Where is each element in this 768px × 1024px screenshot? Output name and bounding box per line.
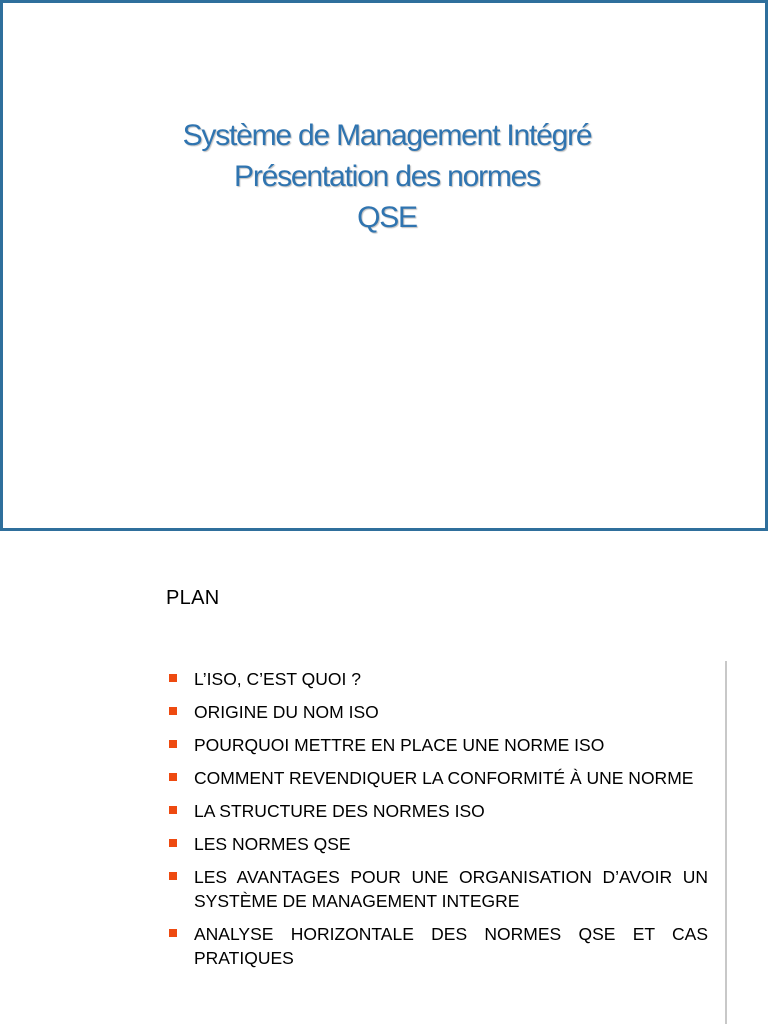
square-bullet-icon xyxy=(169,839,177,847)
title-line-1: Système de Management Intégré xyxy=(182,119,592,152)
square-bullet-icon xyxy=(169,773,177,781)
list-item-text: L’ISO, C’EST QUOI ? xyxy=(194,669,361,689)
title-line-3: QSE xyxy=(357,201,417,234)
square-bullet-icon xyxy=(169,806,177,814)
plan-heading: PLAN xyxy=(166,587,220,609)
list-item-text: ANALYSE HORIZONTALE DES NORMES QSE ET CAS PRATIQUES xyxy=(194,924,708,968)
list-item-text: POURQUOI METTRE EN PLACE UNE NORME ISO xyxy=(194,735,605,755)
list-item xyxy=(166,922,708,970)
square-bullet-icon xyxy=(169,872,177,880)
slide-title xyxy=(3,115,768,238)
list-item xyxy=(166,667,708,691)
list-item-text: LES AVANTAGES POUR UNE ORGANISATION D’AVOIR UN SYSTÈME DE MANAGEMENT INTEGRE xyxy=(194,867,708,911)
list-item-text: LA STRUCTURE DES NORMES ISO xyxy=(194,801,485,821)
vertical-divider xyxy=(725,661,727,1024)
list-item xyxy=(166,700,708,724)
plan-slide xyxy=(0,543,768,1024)
list-item-text: COMMENT REVENDIQUER LA CONFORMITÉ À UNE NORME xyxy=(194,768,694,788)
list-item xyxy=(166,865,708,913)
list-item-text: LES NORMES QSE xyxy=(194,834,351,854)
list-item-text: ORIGINE DU NOM ISO xyxy=(194,702,379,722)
list-item xyxy=(166,832,708,856)
plan-list xyxy=(166,667,708,979)
square-bullet-icon xyxy=(169,929,177,937)
title-line-2: Présentation des normes xyxy=(234,160,540,193)
list-item xyxy=(166,733,708,757)
square-bullet-icon xyxy=(169,740,177,748)
square-bullet-icon xyxy=(169,674,177,682)
list-item xyxy=(166,766,708,790)
list-item xyxy=(166,799,708,823)
slide-separator xyxy=(0,531,768,543)
square-bullet-icon xyxy=(169,707,177,715)
